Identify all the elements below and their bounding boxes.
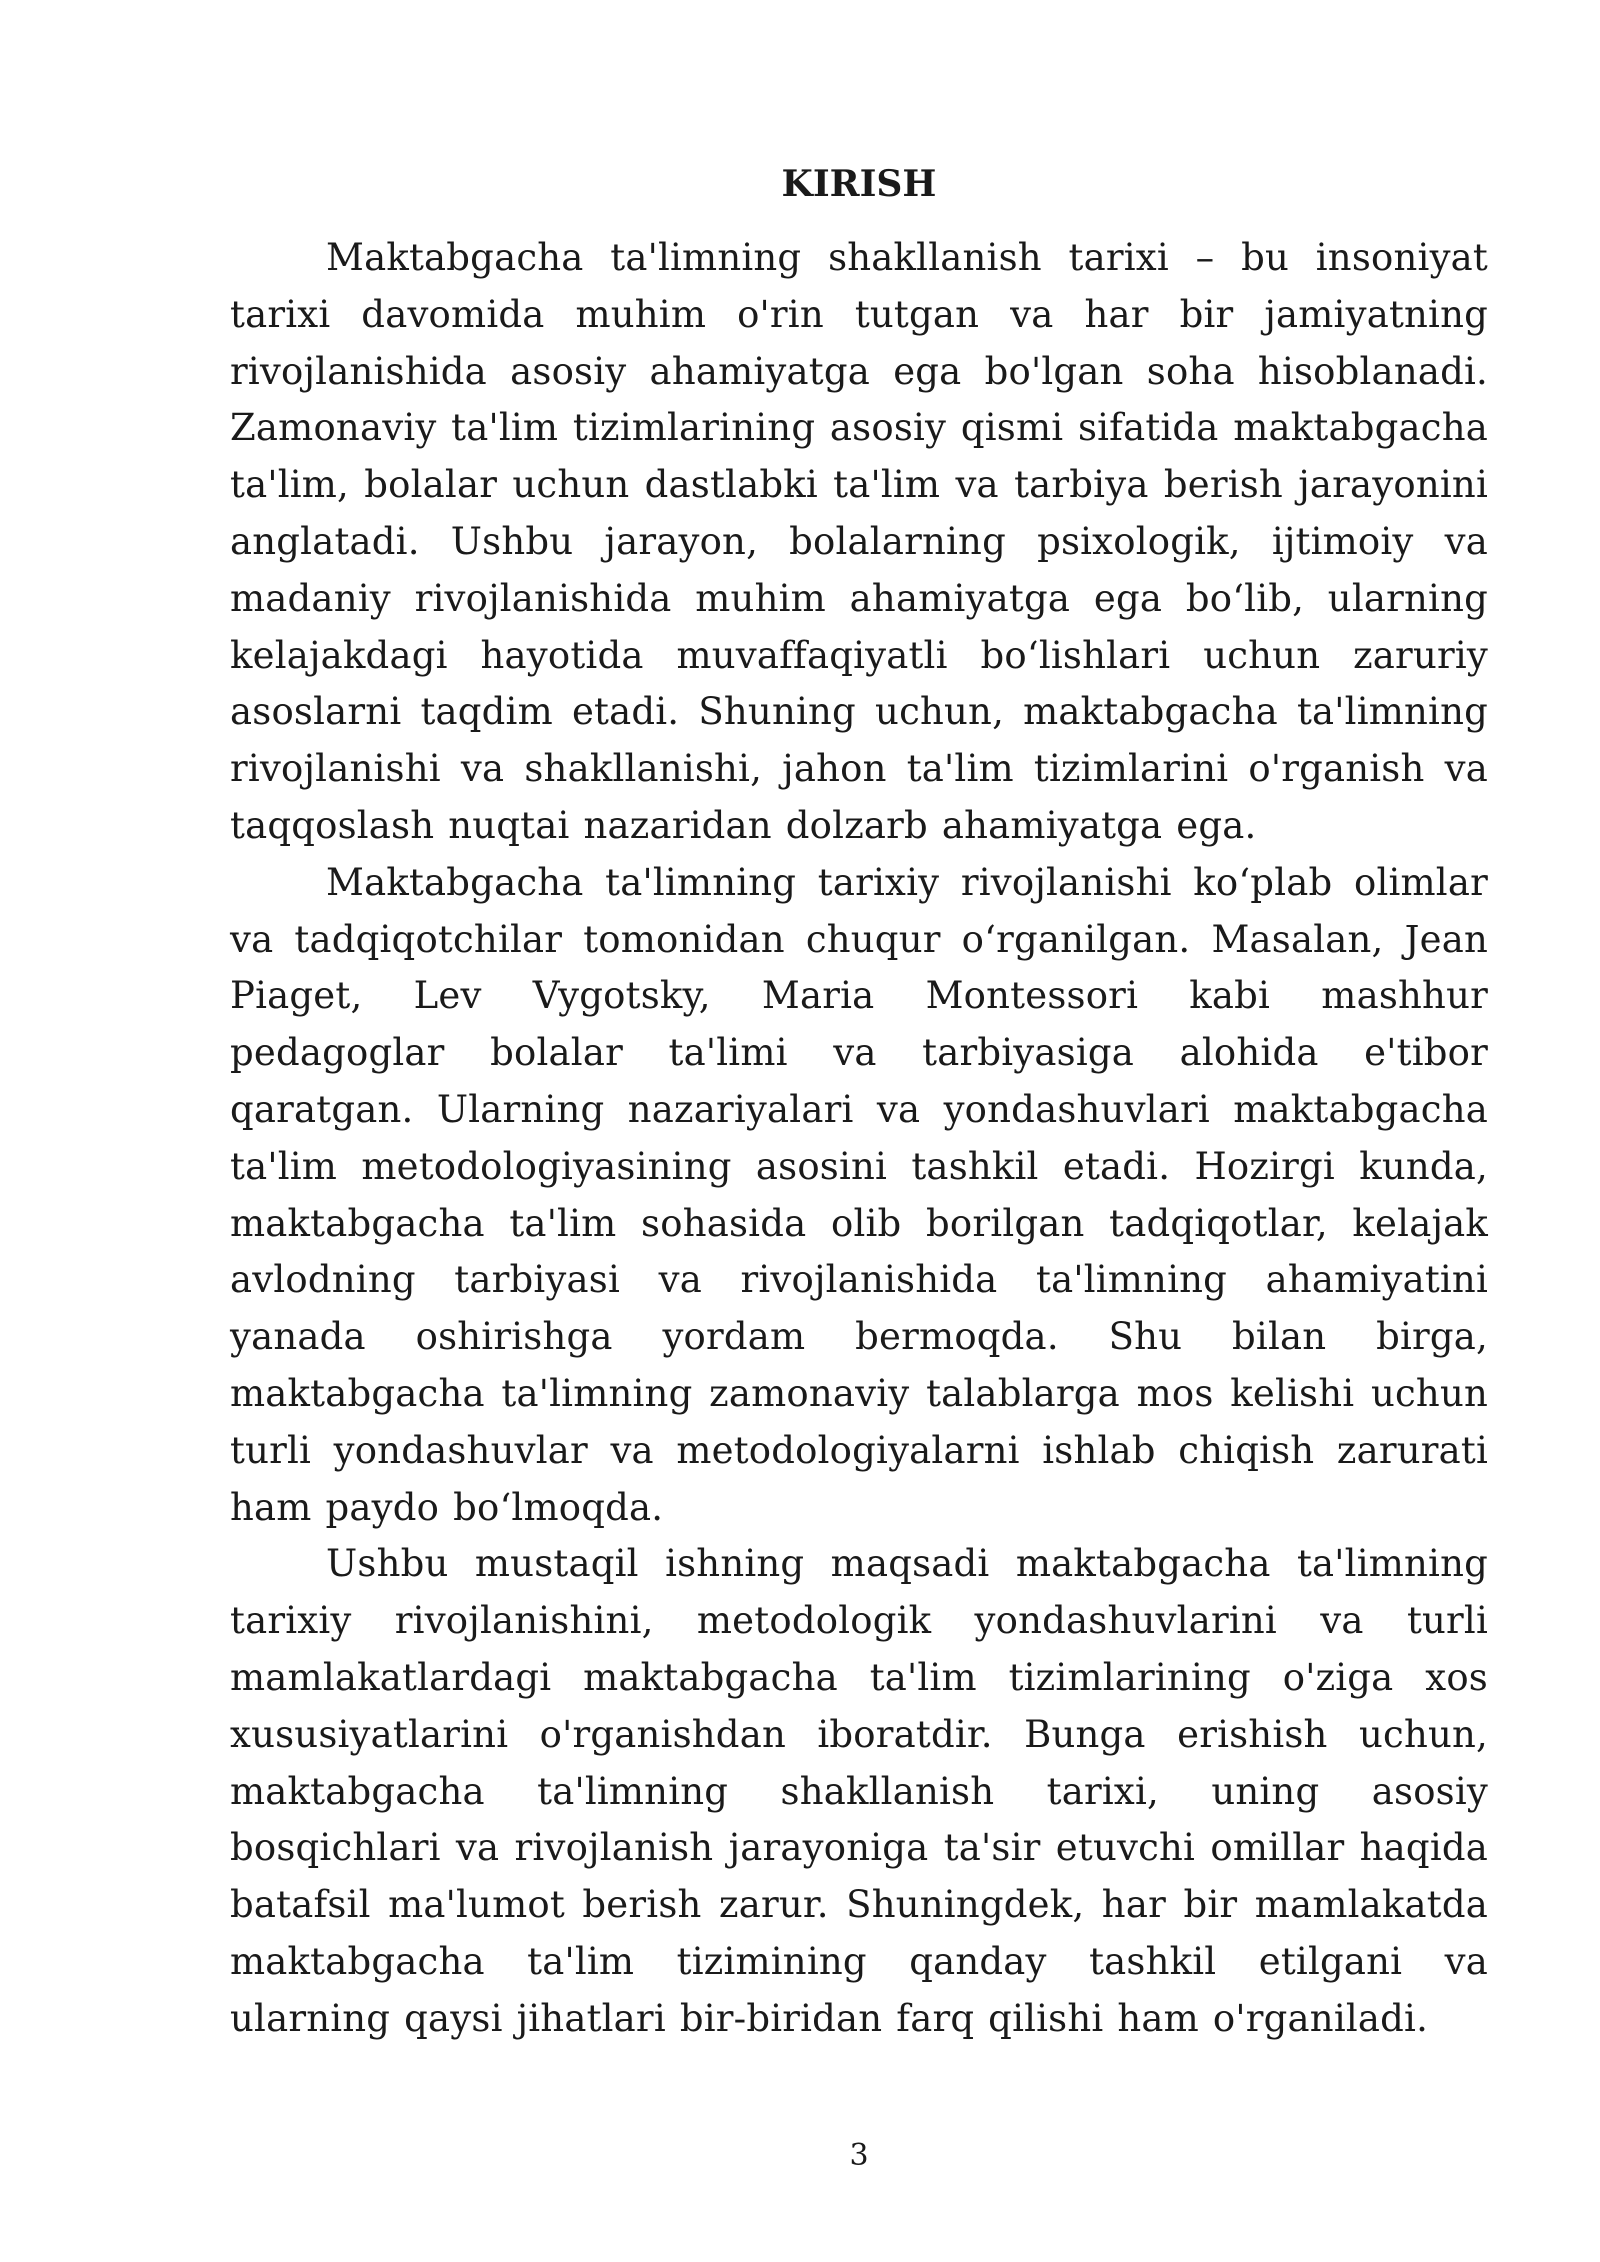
paragraph-1: Maktabgacha ta'limning shakllanish tarixi – bu insoniyat tarixi davomida muhim o'rin tutgan va har bir jamiyatning rivojlanishida asosiy ahamiyatga ega bo'lgan soha hisoblanadi. Zamonaviy ta'lim tizimlarining asosiy qismi sifatida maktabgacha ta'lim, bolalar uchun dastlabki ta'lim va tarbiya berish jarayonini anglatadi. Ushbu jarayon, bolalarning psixologik, ijtimoiy va madaniy rivojlanishida muhim ahamiyatga ega boʻlib, ularning kelajakdagi hayotida muvaffaqiyatli boʻlishlari uchun zaruriy asoslarni taqdim etadi. Shuning uchun, maktabgacha ta'limning rivojlanishi va shakllanishi, jahon ta'lim tizimlarini o'rganish va taqqoslash nuqtai nazaridan dolzarb ahamiyatga ega. xyxy=(230,236,1488,847)
paragraph-2: Maktabgacha ta'limning tarixiy rivojlanishi koʻplab olimlar va tadqiqotchilar tomonidan chuqur oʻrganilgan. Masalan, Jean Piaget, Lev Vygotsky, Maria Montessori kabi mashhur pedagoglar bolalar ta'limi va tarbiyasiga alohida e'tibor qaratgan. Ularning nazariyalari va yondashuvlari maktabgacha ta'lim metodologiyasining asosini tashkil etadi. Hozirgi kunda, maktabgacha ta'lim sohasida olib borilgan tadqiqotlar, kelajak avlodning tarbiyasi va rivojlanishida ta'limning ahamiyatini yanada oshirishga yordam bermoqda. Shu bilan birga, maktabgacha ta'limning zamonaviy talablarga mos kelishi uchun turli yondashuvlar va metodologiyalarni ishlab chiqish zarurati ham paydo boʻlmoqda. xyxy=(230,860,1488,1529)
paragraph-3: Ushbu mustaqil ishning maqsadi maktabgacha ta'limning tarixiy rivojlanishini, metodologik yondashuvlarini va turli mamlakatlardagi maktabgacha ta'lim tizimlarining o'ziga xos xususiyatlarini o'rganishdan iboratdir. Bunga erishish uchun, maktabgacha ta'limning shakllanish tarixi, uning asosiy bosqichlari va rivojlanish jarayoniga ta'sir etuvchi omillar haqida batafsil ma'lumot berish zarur. Shuningdek, har bir mamlakatda maktabgacha ta'lim tizimining qanday tashkil etilgani va ularning qaysi jihatlari bir-biridan farq qilishi ham o'rganiladi. xyxy=(230,1542,1488,2040)
page-content xyxy=(230,160,1488,2048)
page-number: 3 xyxy=(849,2138,869,2173)
section-heading: KIRISH xyxy=(781,163,937,205)
